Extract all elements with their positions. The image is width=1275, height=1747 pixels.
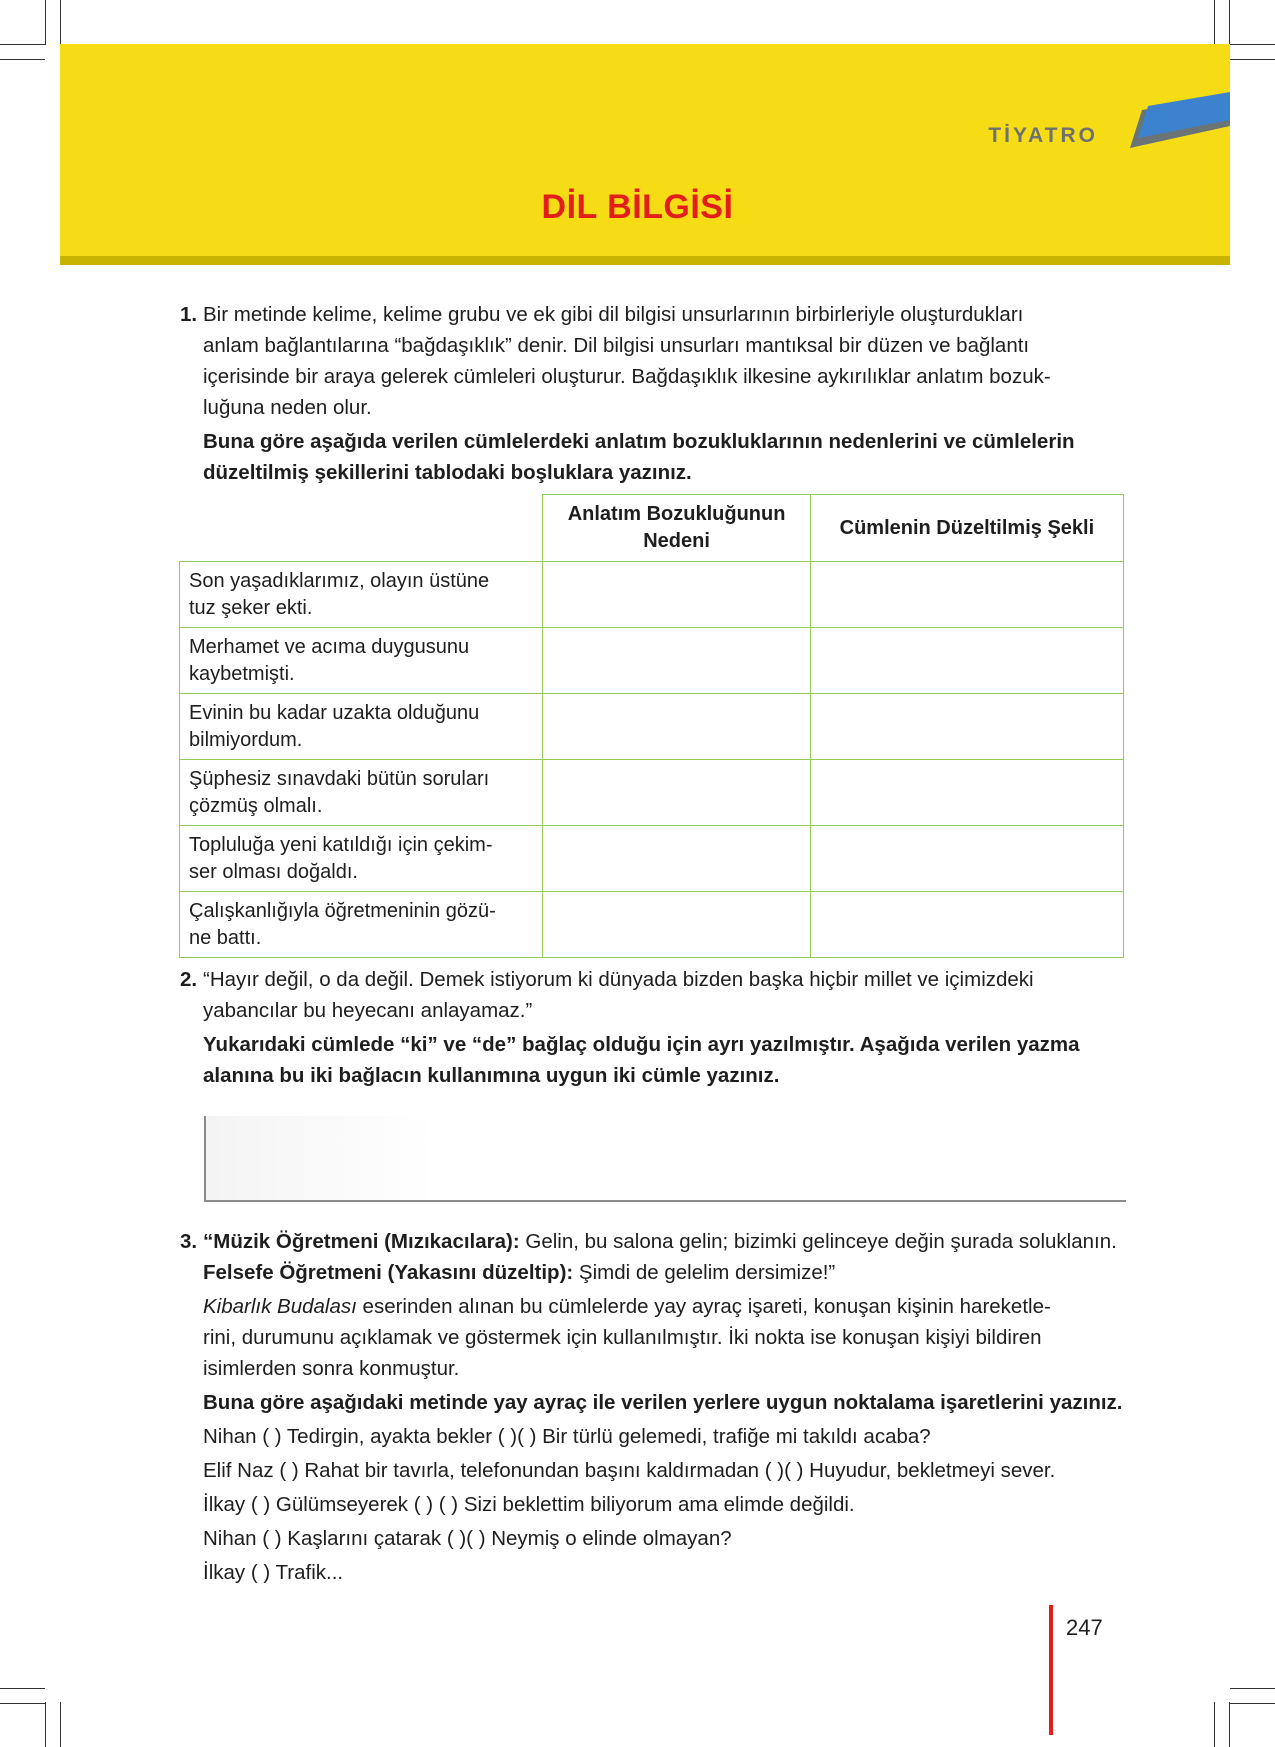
instruction-line: Buna göre aşağıda verilen cümlelerdeki anlatım bozukluklarının nedenlerini ve cümlelerin — [203, 430, 1075, 453]
table-row — [180, 760, 1124, 826]
intro-line: luğuna neden olur. — [203, 396, 372, 419]
dialogue-line: Nihan ( ) Kaşlarını çatarak ( )( ) Neymiş o elinde olmayan? — [203, 1527, 732, 1550]
reason-answer-cell[interactable] — [543, 628, 810, 694]
sentence-line: Merhamet ve acıma duygusunu — [189, 635, 470, 658]
explanation-line: isimlerden sonra konmuştur. — [203, 1357, 460, 1380]
question-number: 3. — [180, 1230, 198, 1253]
crop-mark — [0, 44, 45, 45]
quote-line: “Hayır değil, o da değil. Demek istiyorum ki dünyada bizden başka hiçbir millet ve içimizdeki — [203, 968, 1034, 991]
question-3 — [180, 1226, 1125, 1588]
header-banner — [60, 44, 1230, 262]
explanation-line — [203, 1291, 1125, 1322]
crop-mark — [1230, 59, 1275, 60]
table-row — [180, 892, 1124, 958]
sentence-cell — [180, 760, 543, 826]
speaker-name: “Müzik Öğretmeni (Mızıkacılara): — [203, 1230, 520, 1253]
crop-mark — [0, 59, 45, 60]
sentence-line: bilmiyordum. — [189, 728, 303, 751]
table-header: Cümlenin Düzeltilmiş Şekli — [810, 495, 1123, 562]
corrected-answer-cell[interactable] — [810, 628, 1123, 694]
sentence-line: Şüphesiz sınavdaki bütün soruları — [189, 767, 490, 790]
sentence-line: Evinin bu kadar uzakta olduğunu — [189, 701, 480, 724]
dialogue-excerpt-line — [203, 1257, 1125, 1288]
sentence-line: ser olması doğaldı. — [189, 860, 358, 883]
dialogue-line: İlkay ( ) Trafik... — [203, 1561, 344, 1584]
reason-answer-cell[interactable] — [543, 760, 810, 826]
page-number-bar — [1049, 1605, 1053, 1735]
sentence-line: ne battı. — [189, 926, 262, 949]
reason-answer-cell[interactable] — [543, 694, 810, 760]
sentence-line: tuz şeker ekti. — [189, 596, 313, 619]
table-row — [180, 628, 1124, 694]
dialogue-line: Nihan ( ) Tedirgin, ayakta bekler ( )( ) Bir türlü gelemedi, trafiğe mi takıldı acaba? — [203, 1425, 931, 1448]
reason-answer-cell[interactable] — [543, 892, 810, 958]
table-row — [180, 826, 1124, 892]
header-banner-stripe — [60, 256, 1230, 265]
explanation-text: eserinden alınan bu cümlelerde yay ayraç işareti, konuşan kişinin hareketle- — [356, 1295, 1051, 1318]
crop-mark — [60, 1702, 61, 1747]
reason-answer-cell[interactable] — [543, 826, 810, 892]
table-row — [180, 694, 1124, 760]
crop-mark — [60, 0, 61, 45]
sentence-cell — [180, 562, 543, 628]
corrected-answer-cell[interactable] — [810, 562, 1123, 628]
instruction-line: Buna göre aşağıdaki metinde yay ayraç ile verilen yerlere uygun noktalama işaretlerini yazınız. — [203, 1391, 1123, 1414]
question-number: 2. — [180, 968, 198, 991]
speaker-text: Gelin, bu salona gelin; bizimki gelinceye değin şurada soluklanın. — [519, 1230, 1117, 1253]
exercise-content — [180, 299, 1125, 1588]
page-title: DİL BİLGİSİ — [541, 188, 734, 226]
question-number: 1. — [180, 303, 198, 326]
reason-answer-cell[interactable] — [543, 562, 810, 628]
table-header-empty — [180, 495, 543, 562]
crop-mark — [1214, 1702, 1215, 1747]
crop-mark — [0, 1688, 45, 1689]
instruction-line: Yukarıdaki cümlede “ki” ve “de” bağlaç olduğu için ayrı yazılmıştır. Aşağıda verilen yazma — [203, 1033, 1080, 1056]
corrected-answer-cell[interactable] — [810, 826, 1123, 892]
sentence-line: çözmüş olmalı. — [189, 794, 323, 817]
sentence-cell — [180, 826, 543, 892]
work-title: Kibarlık Budalası — [203, 1295, 357, 1318]
page-number: 247 — [1066, 1615, 1103, 1640]
ribbon-decoration-icon — [1126, 92, 1230, 152]
sentence-line: kaybetmişti. — [189, 662, 295, 685]
speaker-text: Şimdi de gelelim dersimize!” — [573, 1261, 836, 1284]
answer-table — [179, 494, 1124, 958]
intro-line: anlam bağlantılarına “bağdaşıklık” denir. Dil bilgisi unsurları mantıksal bir düzen ve bağlantı — [203, 334, 1030, 357]
crop-mark — [1230, 44, 1275, 45]
crop-mark — [1230, 1688, 1275, 1689]
sentence-line: Son yaşadıklarımız, olayın üstüne — [189, 569, 490, 592]
section-label: TİYATRO — [988, 124, 1098, 147]
question-1 — [180, 299, 1125, 488]
sentence-line: Çalışkanlığıyla öğretmeninin gözü- — [189, 899, 496, 922]
table-header-row — [180, 495, 1124, 562]
dialogue-excerpt-line — [203, 1226, 1125, 1257]
table-header: Anlatım Bozukluğunun Nedeni — [543, 495, 810, 562]
crop-mark — [45, 1702, 46, 1747]
corrected-answer-cell[interactable] — [810, 760, 1123, 826]
corrected-answer-cell[interactable] — [810, 892, 1123, 958]
crop-mark — [1229, 0, 1230, 45]
writing-area[interactable] — [204, 1116, 1126, 1202]
crop-mark — [1214, 0, 1215, 45]
sentence-cell — [180, 628, 543, 694]
crop-mark — [1229, 1702, 1230, 1747]
intro-line: içerisinde bir araya gelerek cümleleri oluşturur. Bağdaşıklık ilkesine aykırılıklar anlatım bozuk- — [203, 365, 1051, 388]
crop-mark — [45, 0, 46, 45]
dialogue-line: İlkay ( ) Gülümseyerek ( ) ( ) Sizi beklettim biliyorum ama elimde değildi. — [203, 1493, 855, 1516]
corrected-answer-cell[interactable] — [810, 694, 1123, 760]
speaker-name: Felsefe Öğretmeni (Yakasını düzeltip): — [203, 1261, 574, 1284]
quote-line: yabancılar bu heyecanı anlayamaz.” — [203, 999, 533, 1022]
sentence-cell — [180, 694, 543, 760]
table-row — [180, 562, 1124, 628]
instruction-line: alanına bu iki bağlacın kullanımına uygun iki cümle yazınız. — [203, 1064, 780, 1087]
explanation-line: rini, durumunu açıklamak ve göstermek için kullanılmıştır. İki nokta ise konuşan kişiyi bildiren — [203, 1326, 1042, 1349]
sentence-cell — [180, 892, 543, 958]
sentence-line: Topluluğa yeni katıldığı için çekim- — [189, 833, 493, 856]
crop-mark — [1230, 1703, 1275, 1704]
question-2 — [180, 964, 1125, 1091]
crop-mark — [0, 1703, 45, 1704]
instruction-line: düzeltilmiş şekillerini tablodaki boşluklara yazınız. — [203, 461, 692, 484]
dialogue-line: Elif Naz ( ) Rahat bir tavırla, telefonundan başını kaldırmadan ( )( ) Huyudur, bekletmeyi sever. — [203, 1459, 1056, 1482]
intro-line: Bir metinde kelime, kelime grubu ve ek gibi dil bilgisi unsurlarının birbirleriyle oluşturdukları — [203, 303, 1024, 326]
